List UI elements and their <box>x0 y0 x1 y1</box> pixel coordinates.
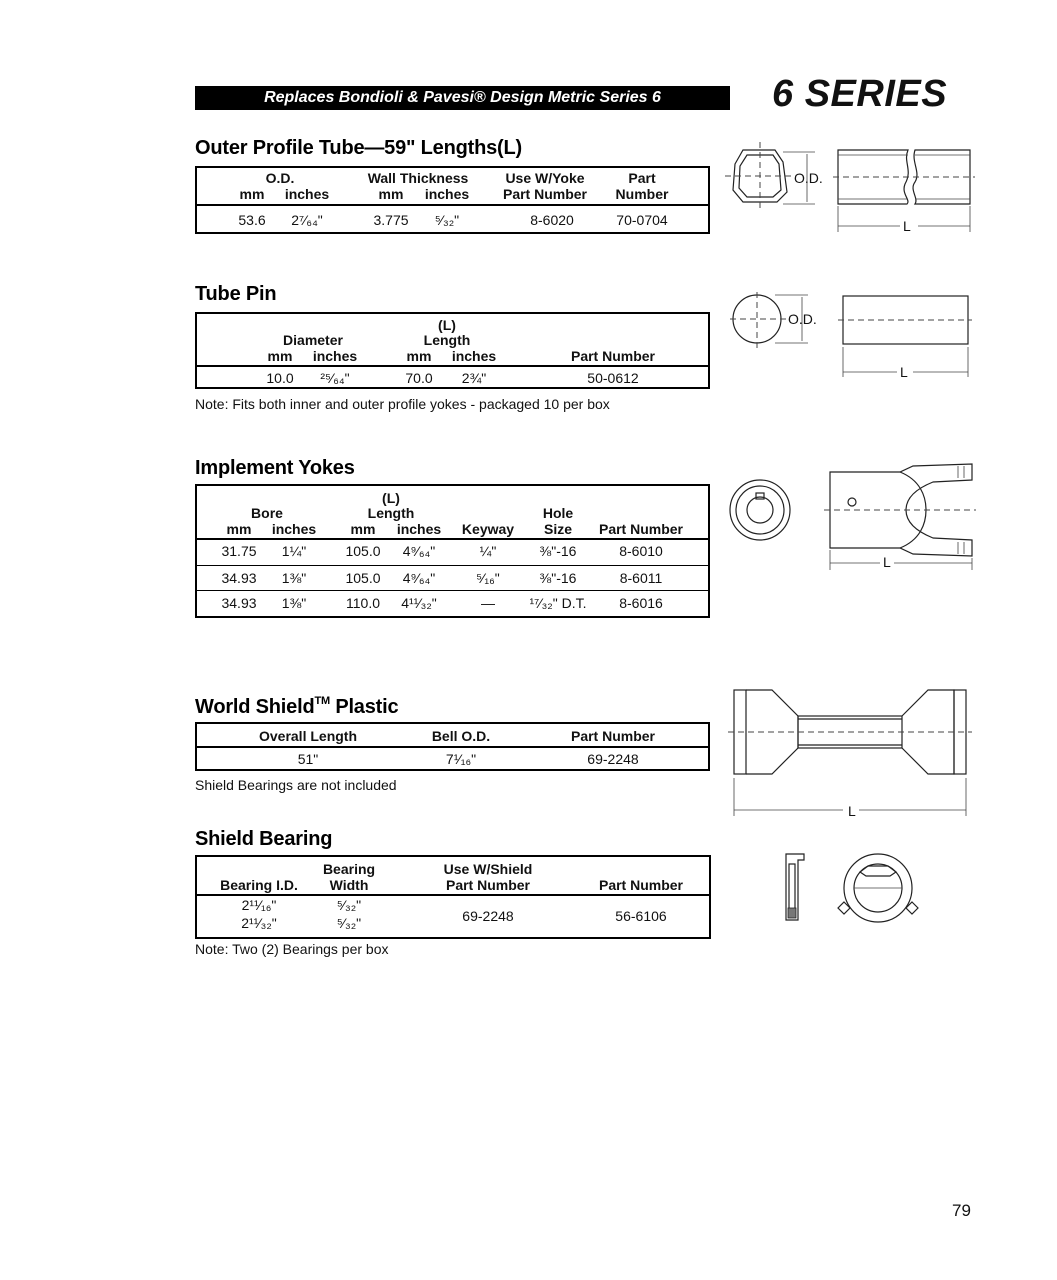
cell-keyway: ⁵⁄₁₆" <box>476 570 500 586</box>
cell-bore-mm: 34.93 <box>221 570 257 586</box>
shield-bearing-heading: Shield Bearing <box>195 828 333 850</box>
l-label: L <box>848 803 856 819</box>
col-overall-length: Overall Length <box>258 728 358 744</box>
world-shield-table <box>195 722 710 771</box>
col-l: (L) <box>438 317 456 333</box>
sub-mm: mm <box>267 348 293 364</box>
cell-hole: ⅜"-16 <box>539 570 577 586</box>
cell-len-inches: 4¹¹⁄₃₂" <box>401 595 437 611</box>
sub-inches: inches <box>396 521 442 537</box>
col-shield-part-number: Part Number <box>445 877 531 893</box>
col-od: O.D. <box>265 170 295 186</box>
outer-tube-heading: Outer Profile Tube—59" Lengths(L) <box>195 137 522 159</box>
cell-part-number: 56-6106 <box>615 908 667 924</box>
cell-len-inches: 2¾" <box>461 370 487 386</box>
sub-mm: mm <box>239 186 265 202</box>
cell-bore-mm: 34.93 <box>221 595 257 611</box>
tube-pin-table <box>195 312 710 389</box>
sub-inches: inches <box>271 521 317 537</box>
cell-wall-inches: ⁵⁄₃₂" <box>434 212 460 228</box>
yokes-heading: Implement Yokes <box>195 457 355 479</box>
cell-shield-part-number: 69-2248 <box>462 908 514 924</box>
od-label: O.D. <box>794 170 823 186</box>
cell-len-mm: 105.0 <box>345 570 381 586</box>
sub-inches: inches <box>424 186 470 202</box>
col-use-w-shield: Use W/Shield <box>443 861 533 877</box>
cell-part-number: 8-6010 <box>619 543 663 559</box>
cell-len-mm: 105.0 <box>345 543 381 559</box>
page-number: 79 <box>952 1201 971 1220</box>
col-bell-od: Bell O.D. <box>431 728 491 744</box>
cell-yoke-part: 8-6020 <box>530 212 574 228</box>
cell-len-inches: 4⁹⁄₆₄" <box>402 570 436 586</box>
tube-pin-diagram <box>730 292 975 382</box>
col-part: Part <box>628 170 656 186</box>
tube-pin-note: Note: Fits both inner and outer profile yokes - packaged 10 per box <box>195 396 610 412</box>
sub-size: Size <box>543 521 573 537</box>
col-length: Length <box>367 505 415 521</box>
col-part-number: Part Number <box>598 877 684 893</box>
cell-len-mm: 70.0 <box>405 370 433 386</box>
yoke-diagram <box>728 460 978 572</box>
shield-bearing-table <box>195 855 711 939</box>
col-bearing-id: Bearing I.D. <box>220 877 298 893</box>
cell-bore-inches: 1¼" <box>281 543 307 559</box>
sub-inches: inches <box>451 348 497 364</box>
cell-width: ⁵⁄₃₂" <box>336 915 362 931</box>
cell-keyway: — <box>481 595 495 611</box>
cell-bore-mm: 31.75 <box>221 543 257 559</box>
trademark: TM <box>314 695 330 707</box>
cell-part-number: 69-2248 <box>587 751 639 767</box>
tube-pin-heading: Tube Pin <box>195 283 277 305</box>
series-title: 6 SERIES <box>772 73 948 115</box>
world-shield-heading <box>195 695 398 719</box>
cell-dia-mm: 10.0 <box>266 370 294 386</box>
cell-part-number: 70-0704 <box>616 212 668 228</box>
col-bore: Bore <box>251 505 283 521</box>
cell-part-number: 50-0612 <box>587 370 639 386</box>
sub-part-number: Part Number <box>570 348 656 364</box>
sub-mm: mm <box>226 521 252 537</box>
cell-bore-inches: 1⅜" <box>281 570 307 586</box>
cell-od-inches: 2⁷⁄₆₄" <box>291 212 323 228</box>
cell-od-mm: 53.6 <box>238 212 266 228</box>
col-length: Length <box>423 332 471 348</box>
col-width: Width <box>329 877 369 893</box>
bearing-diagram <box>778 850 923 925</box>
col-hole: Hole <box>542 505 574 521</box>
cell-hole: ¹⁷⁄₃₂" D.T. <box>529 595 587 611</box>
cell-len-mm: 110.0 <box>346 595 380 611</box>
sub-inches: inches <box>312 348 358 364</box>
col-wall: Wall Thickness <box>367 170 469 186</box>
outer-tube-diagram <box>725 142 975 237</box>
od-label: O.D. <box>788 311 817 327</box>
yokes-table <box>195 484 710 618</box>
col-diameter: Diameter <box>283 332 343 348</box>
shield-diagram <box>728 686 973 818</box>
sub-inches: inches <box>284 186 330 202</box>
cell-bearing-id: 2¹¹⁄₃₂" <box>241 915 277 931</box>
l-label: L <box>903 218 911 234</box>
col-bearing: Bearing <box>322 861 376 877</box>
sub-part-number: Part Number <box>598 521 684 537</box>
cell-part-number: 8-6011 <box>619 570 663 586</box>
sub-keyway: Keyway <box>461 521 515 537</box>
col-l: (L) <box>382 490 400 506</box>
col-part-number: Part Number <box>570 728 656 744</box>
cell-part-number: 8-6016 <box>619 595 663 611</box>
cell-overall-length: 51" <box>297 751 319 767</box>
l-label: L <box>883 554 891 570</box>
cell-bearing-id: 2¹¹⁄₁₆" <box>241 897 277 913</box>
sub-mm: mm <box>406 348 432 364</box>
sub-mm: mm <box>350 521 376 537</box>
cell-len-inches: 4⁹⁄₆₄" <box>402 543 436 559</box>
cell-keyway: ¼" <box>479 543 497 559</box>
series-banner: Replaces Bondioli & Pavesi® Design Metric Series 6 <box>195 86 730 110</box>
world-shield-title-tail: Plastic <box>335 696 399 718</box>
world-shield-title: World Shield <box>195 696 315 718</box>
world-shield-note: Shield Bearings are not included <box>195 777 397 793</box>
sub-mm: mm <box>378 186 404 202</box>
col-yoke: Use W/Yoke <box>505 170 585 186</box>
cell-wall-mm: 3.775 <box>373 212 409 228</box>
cell-hole: ⅜"-16 <box>539 543 577 559</box>
cell-bore-inches: 1⅜" <box>281 595 307 611</box>
sub-part-number: Part Number <box>502 186 588 202</box>
l-label: L <box>900 364 908 380</box>
outer-tube-table <box>195 166 710 234</box>
cell-dia-inches: ²⁵⁄₆₄" <box>320 370 350 386</box>
shield-bearing-note: Note: Two (2) Bearings per box <box>195 941 389 957</box>
cell-bell-od: 7¹⁄₁₆" <box>445 751 477 767</box>
sub-number: Number <box>615 186 669 202</box>
cell-width: ⁵⁄₃₂" <box>336 897 362 913</box>
